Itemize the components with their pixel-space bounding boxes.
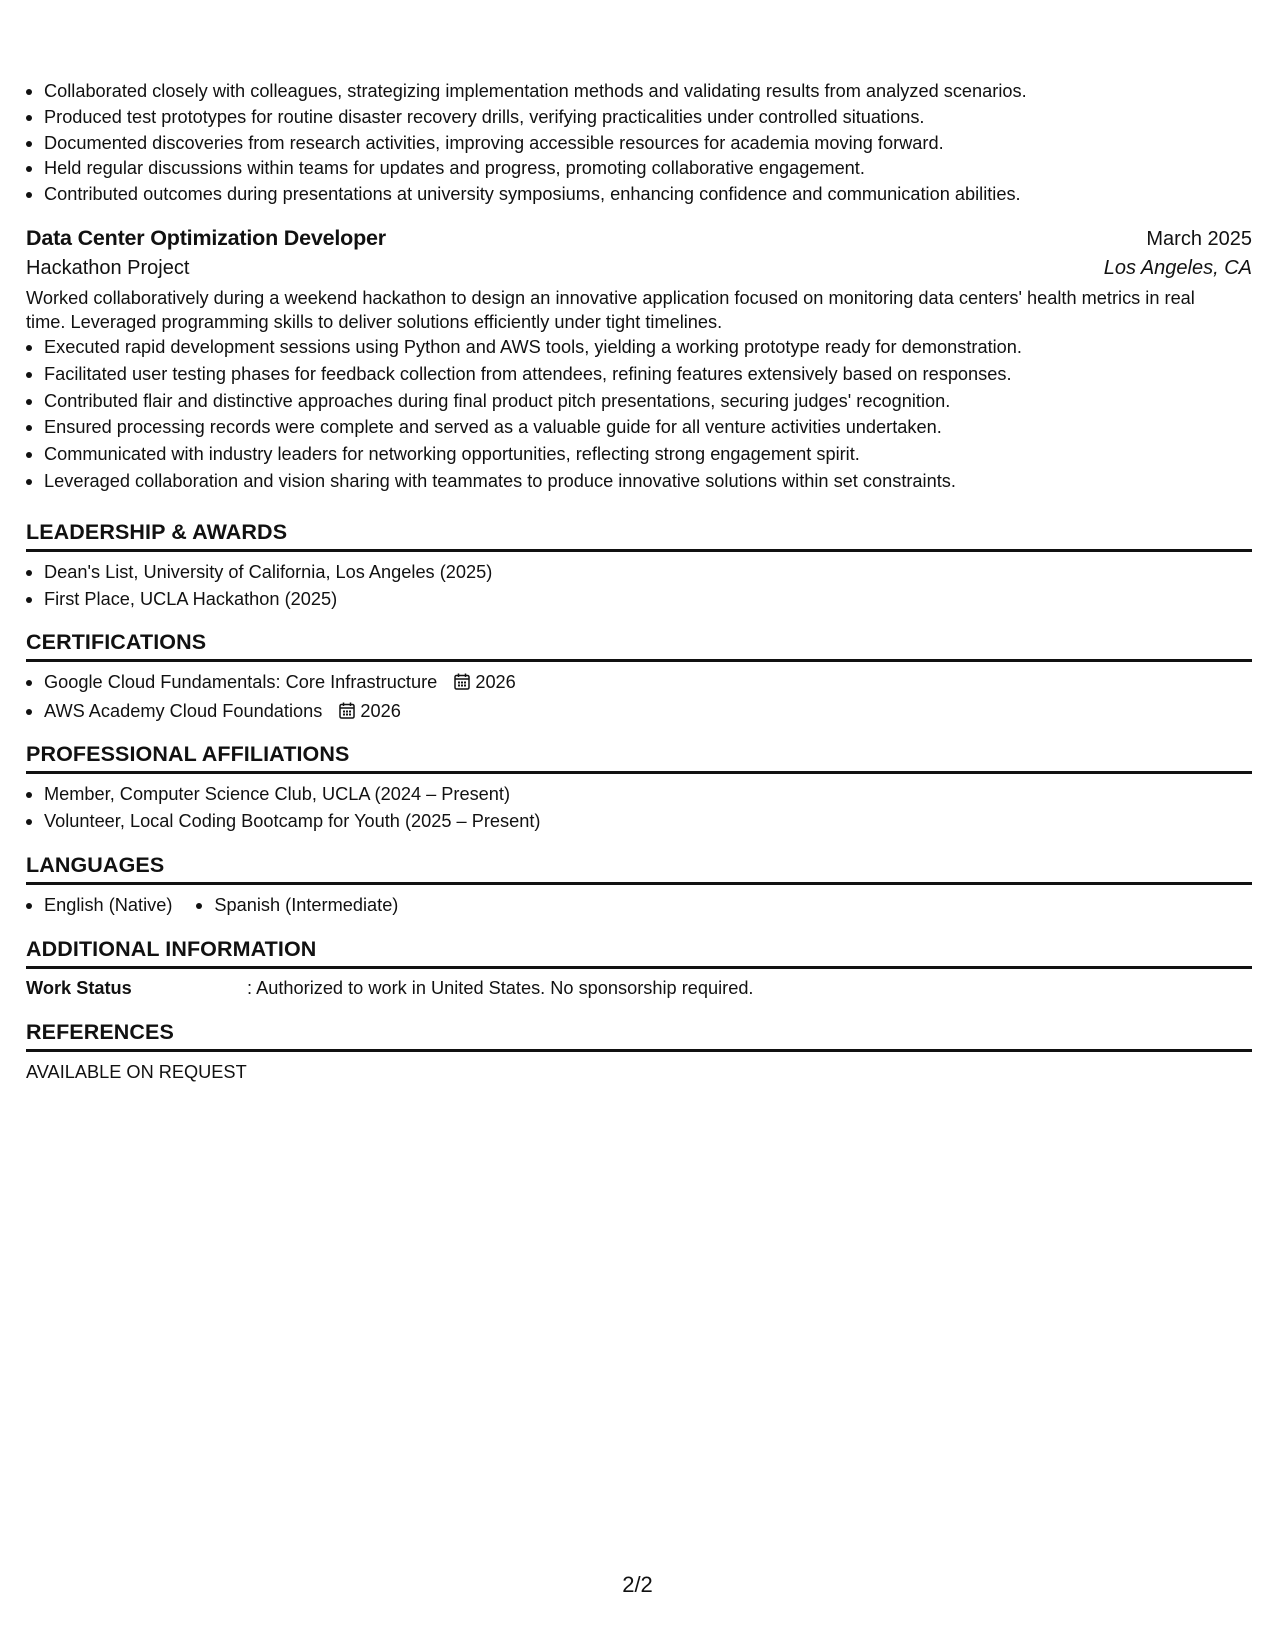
languages-list [26, 892, 1252, 919]
job-title: Data Center Optimization Developer [26, 226, 386, 250]
calendar-icon [339, 700, 355, 727]
job-description-line: time. Leveraged programming skills to deliver solutions efficiently under tight timelines. [26, 312, 723, 332]
job-organization: Hackathon Project [26, 257, 190, 279]
list-item: Member, Computer Science Club, UCLA (2024 – Present) [26, 781, 1252, 808]
leadership-list [26, 559, 1252, 613]
list-item: Ensured processing records were complete and served as a valuable guide for all venture activities undertaken. [26, 414, 1252, 441]
list-item: Contributed flair and distinctive approaches during final product pitch presentations, securing judges' recognition. [26, 388, 1252, 415]
certification-year: 2026 [360, 700, 401, 721]
certification-name: Google Cloud Fundamentals: Core Infrastructure [44, 672, 438, 692]
list-item: First Place, UCLA Hackathon (2025) [26, 586, 1252, 613]
references-text: AVAILABLE ON REQUEST [26, 1062, 247, 1082]
work-status-value: : Authorized to work in United States. No sponsorship required. [247, 978, 754, 998]
list-item: English (Native) [26, 892, 172, 919]
list-item: Produced test prototypes for routine disaster recovery drills, verifying practicalities under controlled situations. [26, 104, 1027, 131]
job-description [26, 286, 1252, 334]
certification-year: 2026 [475, 672, 516, 692]
languages-section [26, 853, 1252, 919]
section-title: REFERENCES [26, 1020, 1252, 1052]
section-title: LEADERSHIP & AWARDS [26, 520, 1252, 552]
job-subheader [26, 257, 1252, 280]
section-title: CERTIFICATIONS [26, 630, 1252, 662]
leadership-section [26, 520, 1252, 613]
list-item: Communicated with industry leaders for networking opportunities, reflecting strong engagement spirit. [26, 441, 1252, 468]
section-title: ADDITIONAL INFORMATION [26, 937, 1252, 969]
job-header [26, 226, 1252, 251]
calendar-icon [454, 671, 470, 698]
references-section [26, 1020, 1252, 1083]
section-title: PROFESSIONAL AFFILIATIONS [26, 742, 1252, 774]
affiliations-section [26, 742, 1252, 835]
additional-section [26, 937, 1252, 1001]
job-description-line: Worked collaboratively during a weekend hackathon to design an innovative application focused on monitoring data centers' health metrics in real [26, 288, 1195, 308]
work-status-label: Work Status [26, 978, 132, 998]
list-item [26, 698, 1252, 727]
list-item: Documented discoveries from research activities, improving accessible resources for academia moving forward. [26, 130, 1027, 157]
list-item: Volunteer, Local Coding Bootcamp for Youth (2025 – Present) [26, 808, 1252, 835]
list-item: Spanish (Intermediate) [196, 892, 398, 919]
list-item: Facilitated user testing phases for feedback collection from attendees, refining features extensively based on responses. [26, 361, 1252, 388]
certifications-section [26, 630, 1252, 727]
list-item: Contributed outcomes during presentations at university symposiums, enhancing confidence and communication abilities. [26, 181, 1027, 208]
job-entry [26, 226, 1252, 495]
list-item [26, 669, 1252, 698]
list-item: Executed rapid development sessions using Python and AWS tools, yielding a working prototype ready for demonstration. [26, 334, 1252, 361]
affiliations-list [26, 781, 1252, 835]
list-item: Leveraged collaboration and vision sharing with teammates to produce innovative solutions within set constraints. [26, 468, 1252, 495]
section-title: LANGUAGES [26, 853, 1252, 885]
prev-job-bullets [26, 78, 1027, 208]
page-number: 2/2 [622, 1572, 653, 1597]
certifications-list [26, 669, 1252, 727]
job-date: March 2025 [1146, 228, 1252, 250]
certification-name: AWS Academy Cloud Foundations [44, 700, 323, 721]
list-item: Held regular discussions within teams for updates and progress, promoting collaborative engagement. [26, 155, 1027, 182]
list-item: Dean's List, University of California, Los Angeles (2025) [26, 559, 1252, 586]
work-status-row [26, 975, 1252, 1001]
list-item: Collaborated closely with colleagues, strategizing implementation methods and validating results from analyzed scenarios. [26, 78, 1027, 105]
job-bullets [26, 334, 1252, 495]
job-location: Los Angeles, CA [1103, 257, 1252, 279]
